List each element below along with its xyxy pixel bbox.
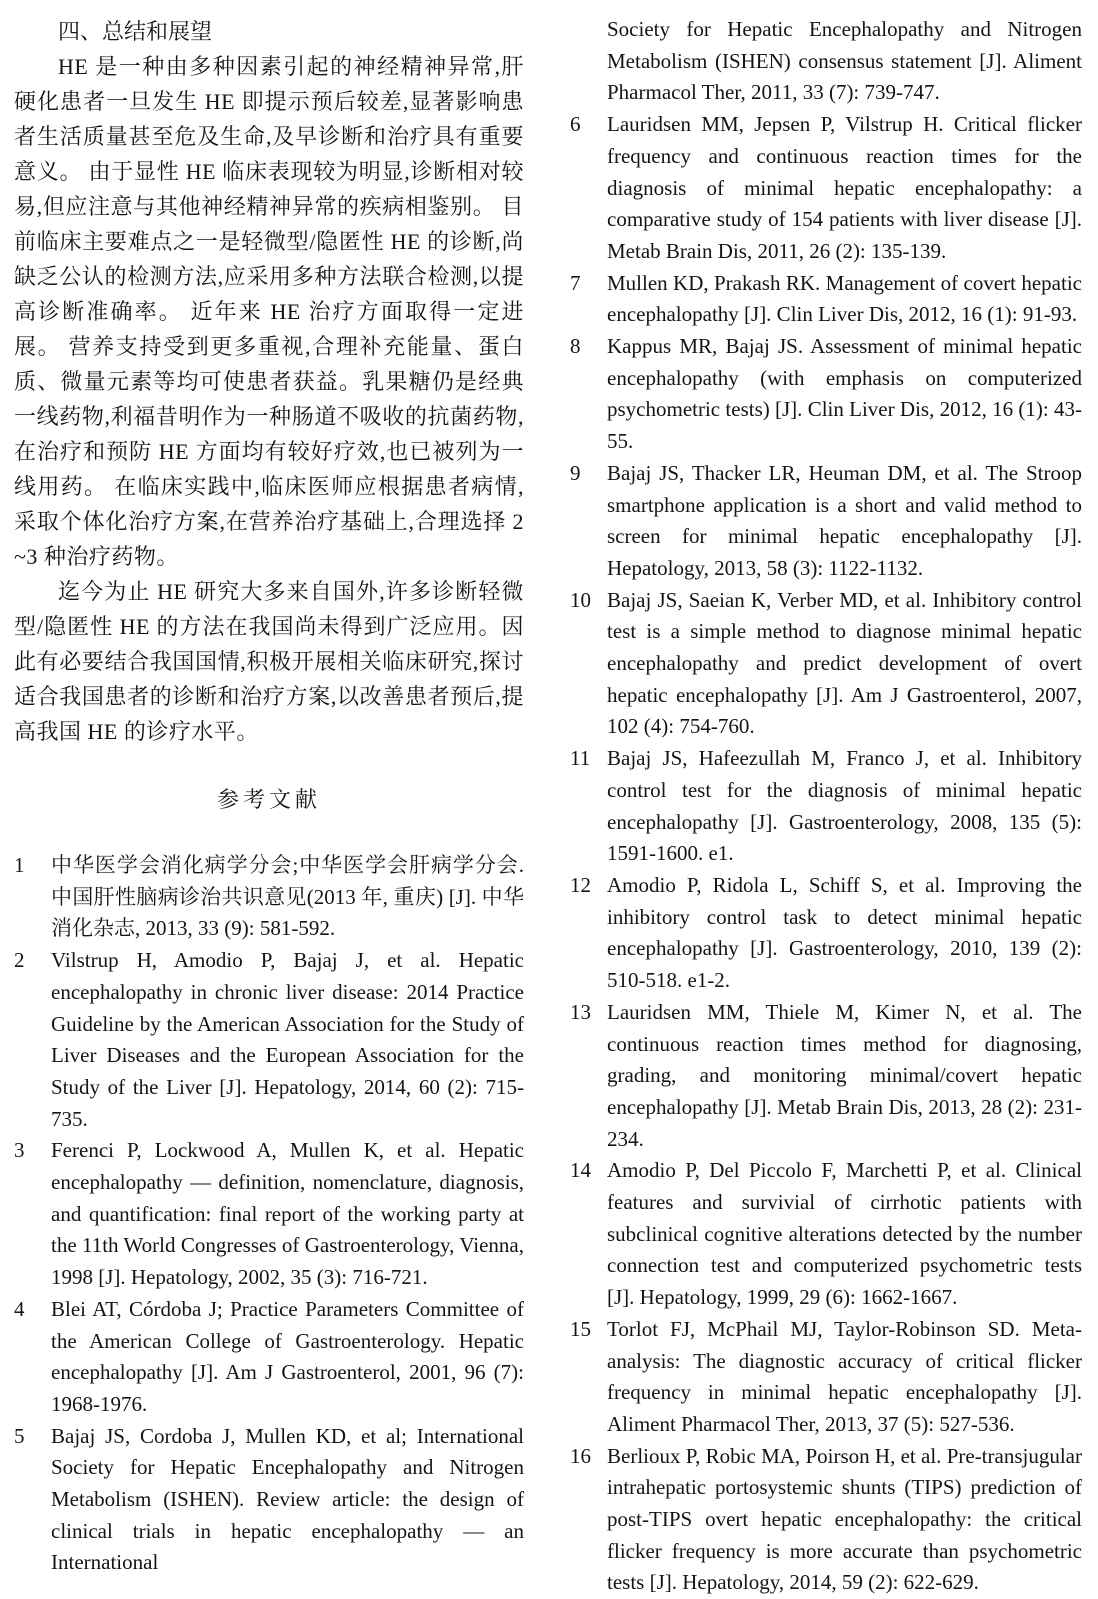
reference-item-3 [14,1135,524,1294]
reference-item-5-continuation [570,14,1082,109]
reference-text: Blei AT, Córdoba J; Practice Parameters Committee of the American College of Gastroenterology. Hepatic encephalopathy [J]. Am J Gastroenterol, 2001, 96 (7): 1968-1976. [51,1296,524,1416]
reference-number-blank [570,14,607,109]
reference-number: 5 [14,1423,25,1448]
reference-item-15 [570,1314,1082,1441]
reference-number: 8 [570,334,581,359]
reference-text: Bajaj JS, Thacker LR, Heuman DM, et al. The Stroop smartphone application is a short and valid method to screen for minimal hepatic encephalopathy [J]. Hepatology, 2013, 58 (3): 1122-1132. [607,460,1082,580]
section-heading: 四、总结和展望 [58,19,213,44]
reference-item-12 [570,870,1082,997]
reference-number: 14 [570,1158,591,1183]
reference-text: Amodio P, Ridola L, Schiff S, et al. Improving the inhibitory control task to detect minimal hepatic encephalopathy [J]. Gastroenterology, 2010, 139 (2): 510-518. e1-2. [607,872,1082,993]
reference-number: 16 [570,1443,591,1468]
reference-text: Ferenci P, Lockwood A, Mullen K, et al. Hepatic encephalopathy — definition, nomenclature, diagnosis, and quantification: final report of the working party at the 11th World Congresses of Gastroenterology, Vienna, 1998 [J]. Hepatology, 2002, 35 (3): 716-721. [51,1138,524,1290]
reference-text: 中华医学会消化病学分会;中华医学会肝病学分会. 中国肝性脑病诊治共识意见(2013 年, 重庆) [J]. 中华消化杂志, 2013, 33 (9): 581-592. [51,853,524,941]
reference-number: 6 [570,112,581,137]
reference-item-8 [570,331,1082,458]
reference-text: Lauridsen MM, Thiele M, Kimer N, et al. The continuous reaction times method for diagnosing, grading, and monitoring minimal/covert hepatic encephalopathy [J]. Metab Brain Dis, 2013, 28 (2): 231-234. [607,999,1082,1151]
reference-item-14 [570,1155,1082,1314]
reference-number: 7 [570,270,581,295]
reference-item-7 [570,268,1082,331]
reference-list-left [14,850,524,1579]
reference-text: Torlot FJ, McPhail MJ, Taylor-Robinson SD. Meta-analysis: The diagnostic accuracy of critical flicker frequency in minimal hepatic encephalopathy [J]. Aliment Pharmacol Ther, 2013, 37 (5): 527-536. [607,1316,1082,1436]
reference-text: Bajaj JS, Hafeezullah M, Franco J, et al. Inhibitory control test for the diagnosis of minimal hepatic encephalopathy [J]. Gastroenterology, 2008, 135 (5): 1591-1600. e1. [607,746,1082,866]
reference-item-16 [570,1441,1082,1599]
reference-text: Bajaj JS, Cordoba J, Mullen KD, et al; International Society for Hepatic Encephalopathy and Nitrogen Metabolism (ISHEN). Review article: the design of clinical trials in hepatic encephalopathy — an International [51,1423,524,1575]
reference-number: 15 [570,1316,591,1341]
reference-item-13 [570,997,1082,1156]
reference-text: Mullen KD, Prakash RK. Management of covert hepatic encephalopathy [J]. Clin Liver Dis, 2012, 16 (1): 91-93. [607,270,1082,327]
references-heading: 参考文献 [216,787,321,812]
summary-paragraph-1: HE 是一种由多种因素引起的神经精神异常,肝硬化患者一旦发生 HE 即提示预后较差,显著影响患者生活质量甚至危及生命,及早诊断和治疗具有重要意义。 由于显性 HE 临床表现较为明显,诊断相对较易,但应注意与其他神经精神异常的疾病相鉴别。 目前临床主要难点之一是轻微型/隐匿性 HE 的诊断,尚缺乏公认的检测方法,应采用多种方法联合检测,以提高诊断准确率。 近年来 HE 治疗方面取得一定进展。 营养支持受到更多重视,合理补充能量、蛋白质、微量元素等均可使患者获益。乳果糖仍是经典一线药物,利福昔明作为一种肠道不吸收的抗菌药物,在治疗和预防 HE 方面均有较好疗效,也已被列为一线用药。 在临床实践中,临床医师应根据患者病情,采取个体化治疗方案,在营养治疗基础上,合理选择 2 ~3 种治疗药物。 [14,54,524,569]
reference-item-10 [570,585,1082,744]
reference-number: 2 [14,948,25,973]
reference-text: Lauridsen MM, Jepsen P, Vilstrup H. Critical flicker frequency and continuous reaction times for the diagnosis of minimal hepatic encephalopathy: a comparative study of 154 patients with liver disease [J]. Metab Brain Dis, 2011, 26 (2): 135-139. [607,112,1082,263]
reference-list-right [570,14,1082,1599]
reference-item-9 [570,458,1082,585]
reference-item-11 [570,743,1082,870]
reference-text: Society for Hepatic Encephalopathy and Nitrogen Metabolism (ISHEN) consensus statement [J]. Aliment Pharmacol Ther, 2011, 33 (7): 739-747. [607,17,1082,105]
reference-number: 4 [14,1296,25,1321]
left-column [14,14,524,1575]
reference-item-4 [14,1294,524,1421]
reference-number: 12 [570,872,591,897]
right-column [570,14,1082,1595]
reference-number: 10 [570,587,591,612]
reference-item-6 [570,109,1082,268]
reference-text: Kappus MR, Bajaj JS. Assessment of minimal hepatic encephalopathy (with emphasis on computerized psychometric tests) [J]. Clin Liver Dis, 2012, 16 (1): 43-55. [607,334,1082,454]
reference-item-5 [14,1421,524,1580]
reference-number: 11 [570,746,591,771]
reference-text: Bajaj JS, Saeian K, Verber MD, et al. Inhibitory control test is a simple method to diagnose minimal hepatic encephalopathy and predict development of overt hepatic encephalopathy [J]. Am J Gastroenterol, 2007, 102 (4): 754-760. [607,587,1082,739]
reference-text: Berlioux P, Robic MA, Poirson H, et al. Pre-transjugular intrahepatic portosystemic shunts (TIPS) prediction of post-TIPS overt hepatic encephalopathy: the critical flicker frequency is more accurate than psychometric tests [J]. Hepatology, 2014, 59 (2): 622-629. [607,1443,1082,1595]
reference-number: 13 [570,999,591,1024]
reference-number: 3 [14,1138,25,1163]
reference-number: 1 [14,853,25,877]
summary-paragraph-2: 迄今为止 HE 研究大多来自国外,许多诊断轻微型/隐匿性 HE 的方法在我国尚未得到广泛应用。因此有必要结合我国国情,积极开展相关临床研究,探讨适合我国患者的诊断和治疗方案,以改善患者预后,提高我国 HE 的诊疗水平。 [14,579,524,744]
reference-item-1 [14,850,524,945]
reference-text: Amodio P, Del Piccolo F, Marchetti P, et al. Clinical features and survivial of cirrhotic patients with subclinical cognitive alterations detected by the number connection test and computerized psychometric tests [J]. Hepatology, 1999, 29 (6): 1662-1667. [607,1158,1082,1310]
reference-text: Vilstrup H, Amodio P, Bajaj J, et al. Hepatic encephalopathy in chronic liver disease: 2014 Practice Guideline by the American Association for the Study of Liver Diseases and the European Association for the Study of the Liver [J]. Hepatology, 2014, 60 (2): 715-735. [51,948,524,1131]
reference-item-2 [14,945,524,1135]
reference-number: 9 [570,460,581,485]
